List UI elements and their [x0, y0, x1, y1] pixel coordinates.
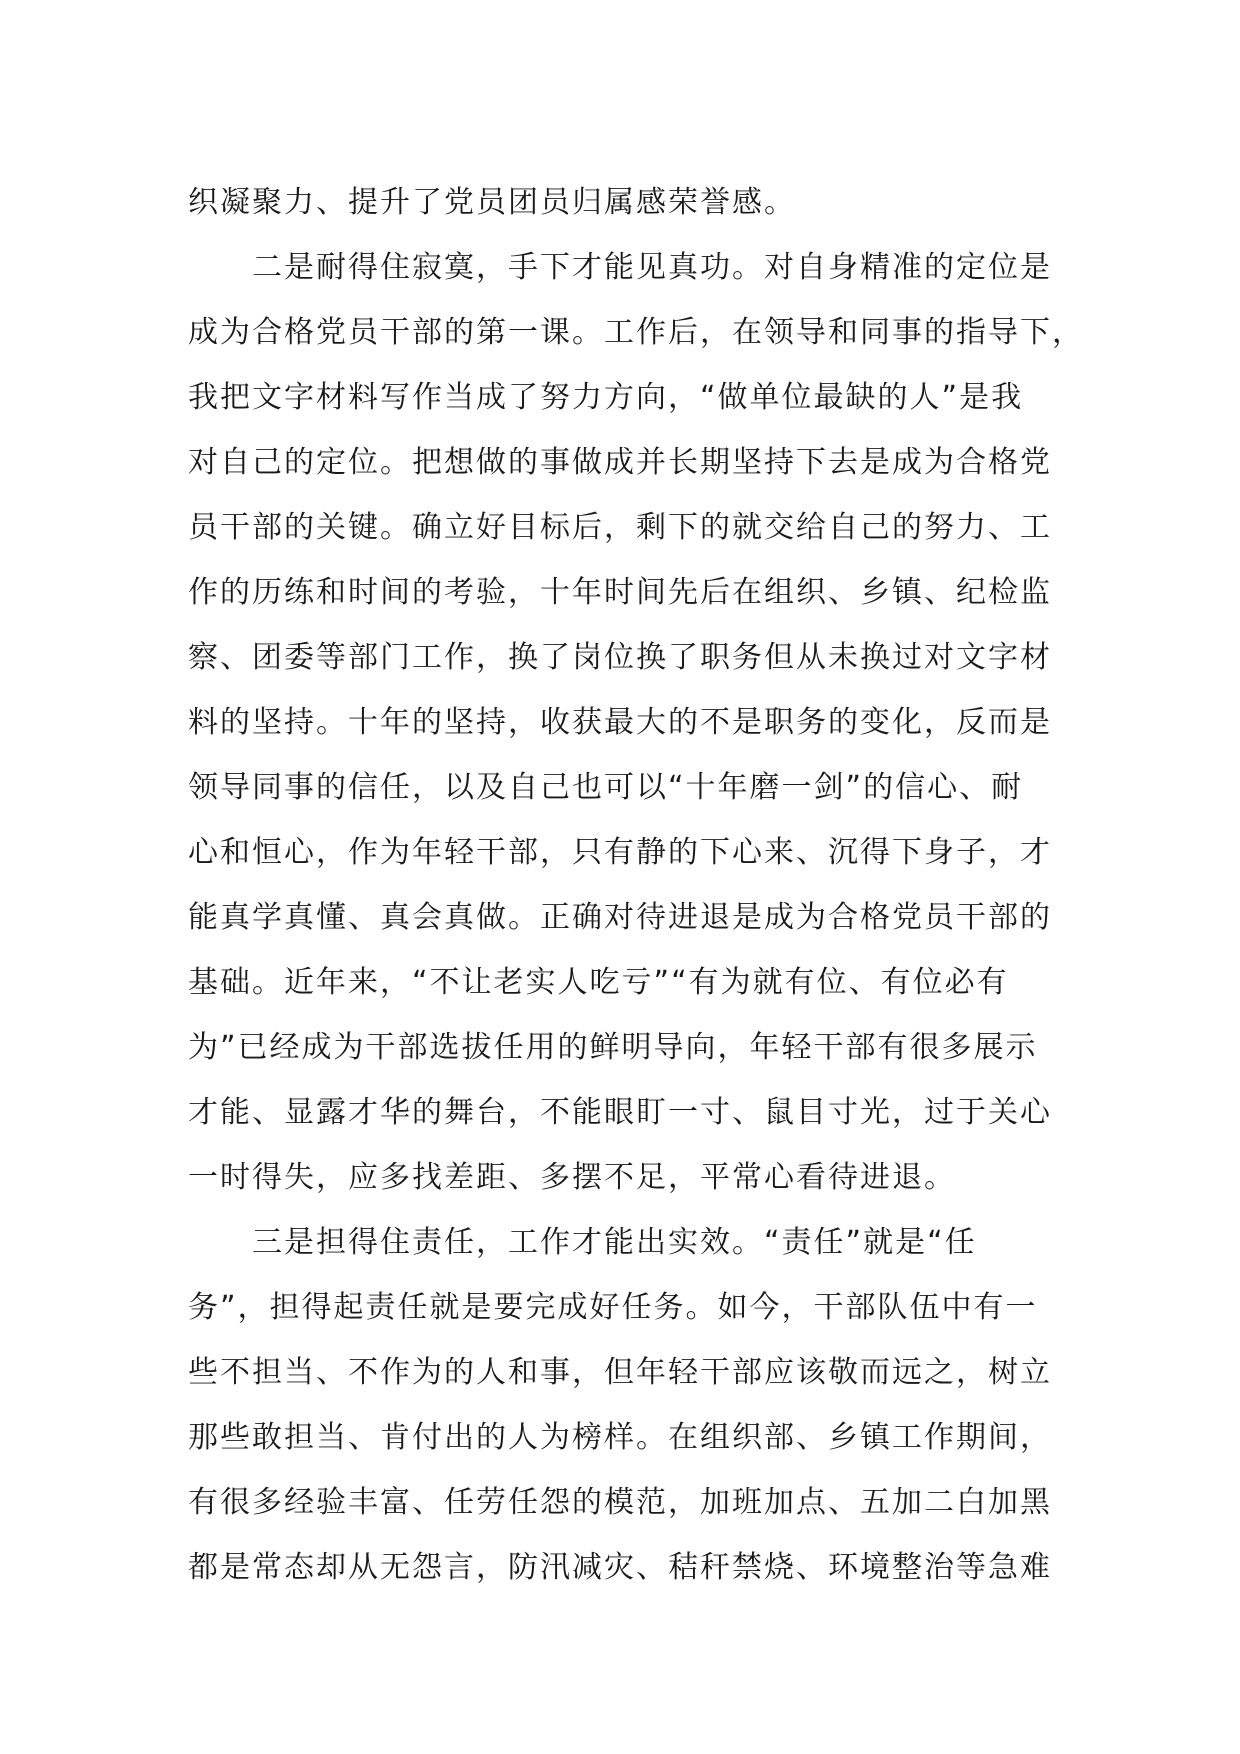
- text-line: 心和恒心，作为年轻干部，只有静的下心来、沉得下身子，才: [188, 835, 1052, 870]
- text-line: 作的历练和时间的考验，十年时间先后在组织、乡镇、纪检监: [188, 575, 1052, 610]
- text-line: 一时得失，应多找差距、多摆不足，平常心看待进退。: [188, 1160, 956, 1195]
- text-line: 察、团委等部门工作，换了岗位换了职务但从未换过对文字材: [188, 640, 1052, 675]
- text-line: 都是常态却从无怨言，防汛减灾、秸秆禁烧、环境整治等急难: [188, 1550, 1052, 1585]
- text-line: 料的坚持。十年的坚持，收获最大的不是职务的变化，反而是: [188, 705, 1052, 740]
- text-line: 务”，担得起责任就是要完成好任务。如今，干部队伍中有一: [188, 1290, 1038, 1325]
- text-line: 有很多经验丰富、任劳任怨的模范，加班加点、五加二白加黑: [188, 1485, 1052, 1520]
- text-line: 才能、显露才华的舞台，不能眼盯一寸、鼠目寸光，过于关心: [188, 1095, 1052, 1130]
- text-line: 那些敢担当、肯付出的人为榜样。在组织部、乡镇工作期间，: [188, 1420, 1052, 1455]
- text-line: 织凝聚力、提升了党员团员归属感荣誉感。: [188, 185, 796, 220]
- body-text: [188, 170, 1088, 1600]
- text-line: 员干部的关键。确立好目标后，剩下的就交给自己的努力、工: [188, 510, 1052, 545]
- text-line: 基础。近年来，“不让老实人吃亏”“有为就有位、有位必有: [188, 965, 1009, 1000]
- text-line: 为”已经成为干部选拔任用的鲜明导向，年轻干部有很多展示: [188, 1030, 1038, 1065]
- text-line: 能真学真懂、真会真做。正确对待进退是成为合格党员干部的: [188, 900, 1052, 935]
- text-line: 我把文字材料写作当成了努力方向，“做单位最缺的人”是我: [188, 380, 1024, 415]
- text-line: 成为合格党员干部的第一课。工作后，在领导和同事的指导下，: [188, 315, 1084, 350]
- text-line: 对自己的定位。把想做的事做成并长期坚持下去是成为合格党: [188, 445, 1052, 480]
- text-line: 领导同事的信任，以及自己也可以“十年磨一剑”的信心、耐: [188, 770, 1024, 805]
- text-line: 些不担当、不作为的人和事，但年轻干部应该敬而远之，树立: [188, 1355, 1052, 1390]
- paragraph-start-line: 二是耐得住寂寞，手下才能见真功。对自身精准的定位是: [252, 250, 1052, 285]
- paragraph-start-line: 三是担得住责任，工作才能出实效。“责任”就是“任: [252, 1225, 977, 1260]
